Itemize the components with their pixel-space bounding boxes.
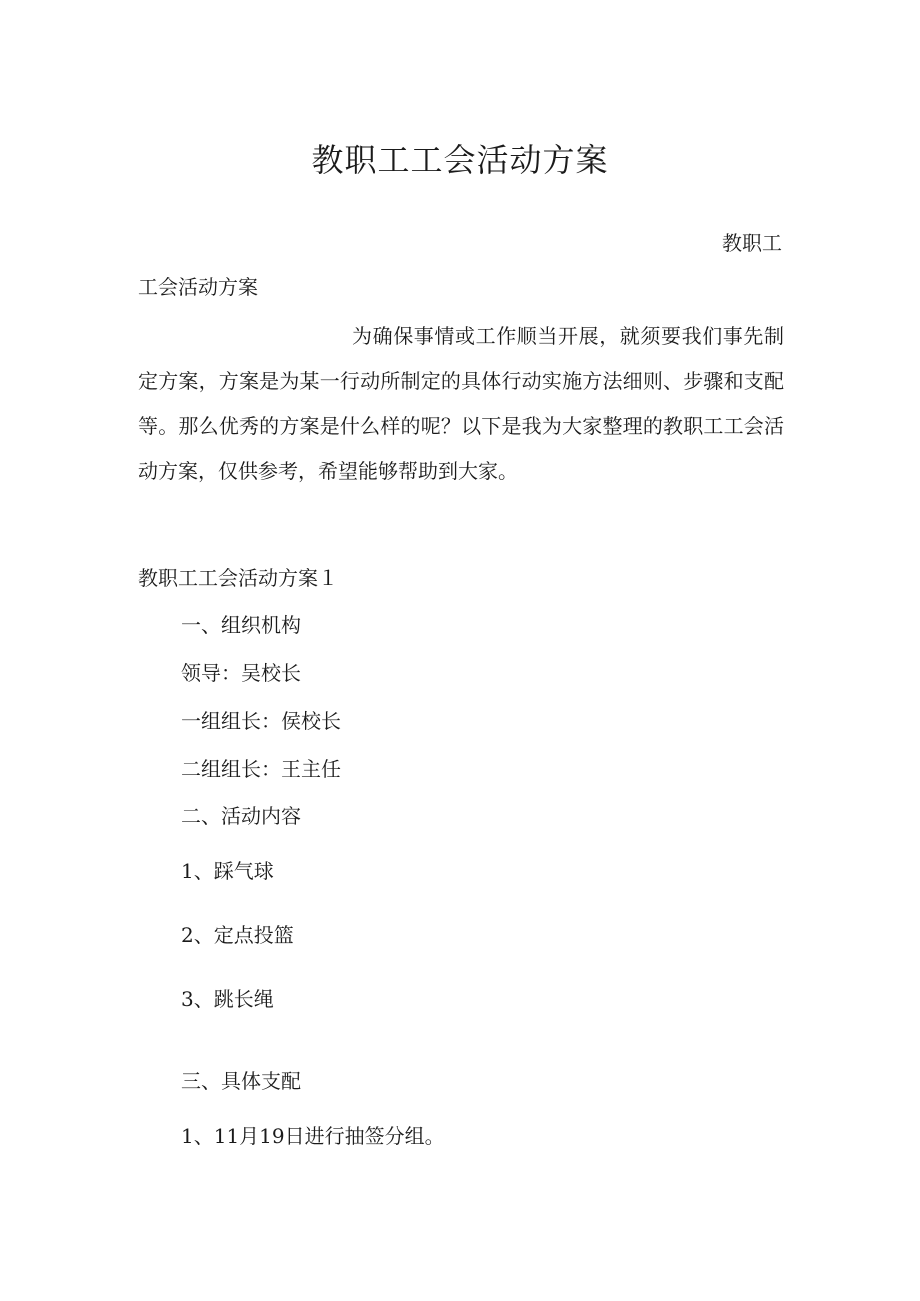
list-item-leader: 领导：吴校长 [181,661,301,685]
list-item-balloon: 1、踩气球 [181,859,274,883]
list-item-group2: 二组组长：王主任 [181,757,341,781]
list-item-shooting: 2、定点投篮 [181,923,294,947]
list-item-group1: 一组组长：侯校长 [181,709,341,733]
list-item-arrangement: 三、具体支配 [181,1069,301,1093]
list-item-draw: 1、11月19日进行抽签分组。 [181,1124,445,1148]
list-item-rope: 3、跳长绳 [181,987,274,1011]
document-title: 教职工工会活动方案 [311,141,609,179]
header-left-text: 工会活动方案 [138,275,258,299]
list-item-content: 二、活动内容 [181,804,301,828]
intro-paragraph: 为确保事情或工作顺当开展，就须要我们事先制定方案，方案是为某一行动所制定的具体行动实施方法细则、步骤和支配等。那么优秀的方案是什么样的呢？以下是我为大家整理的教职工工会活动方案，仅供参考，希望能够帮助到大家。 [138,324,784,483]
section-title: 教职工工会活动方案１ [138,566,338,590]
header-right-text: 教职工 [722,231,782,255]
list-item-org: 一、组织机构 [181,613,301,637]
